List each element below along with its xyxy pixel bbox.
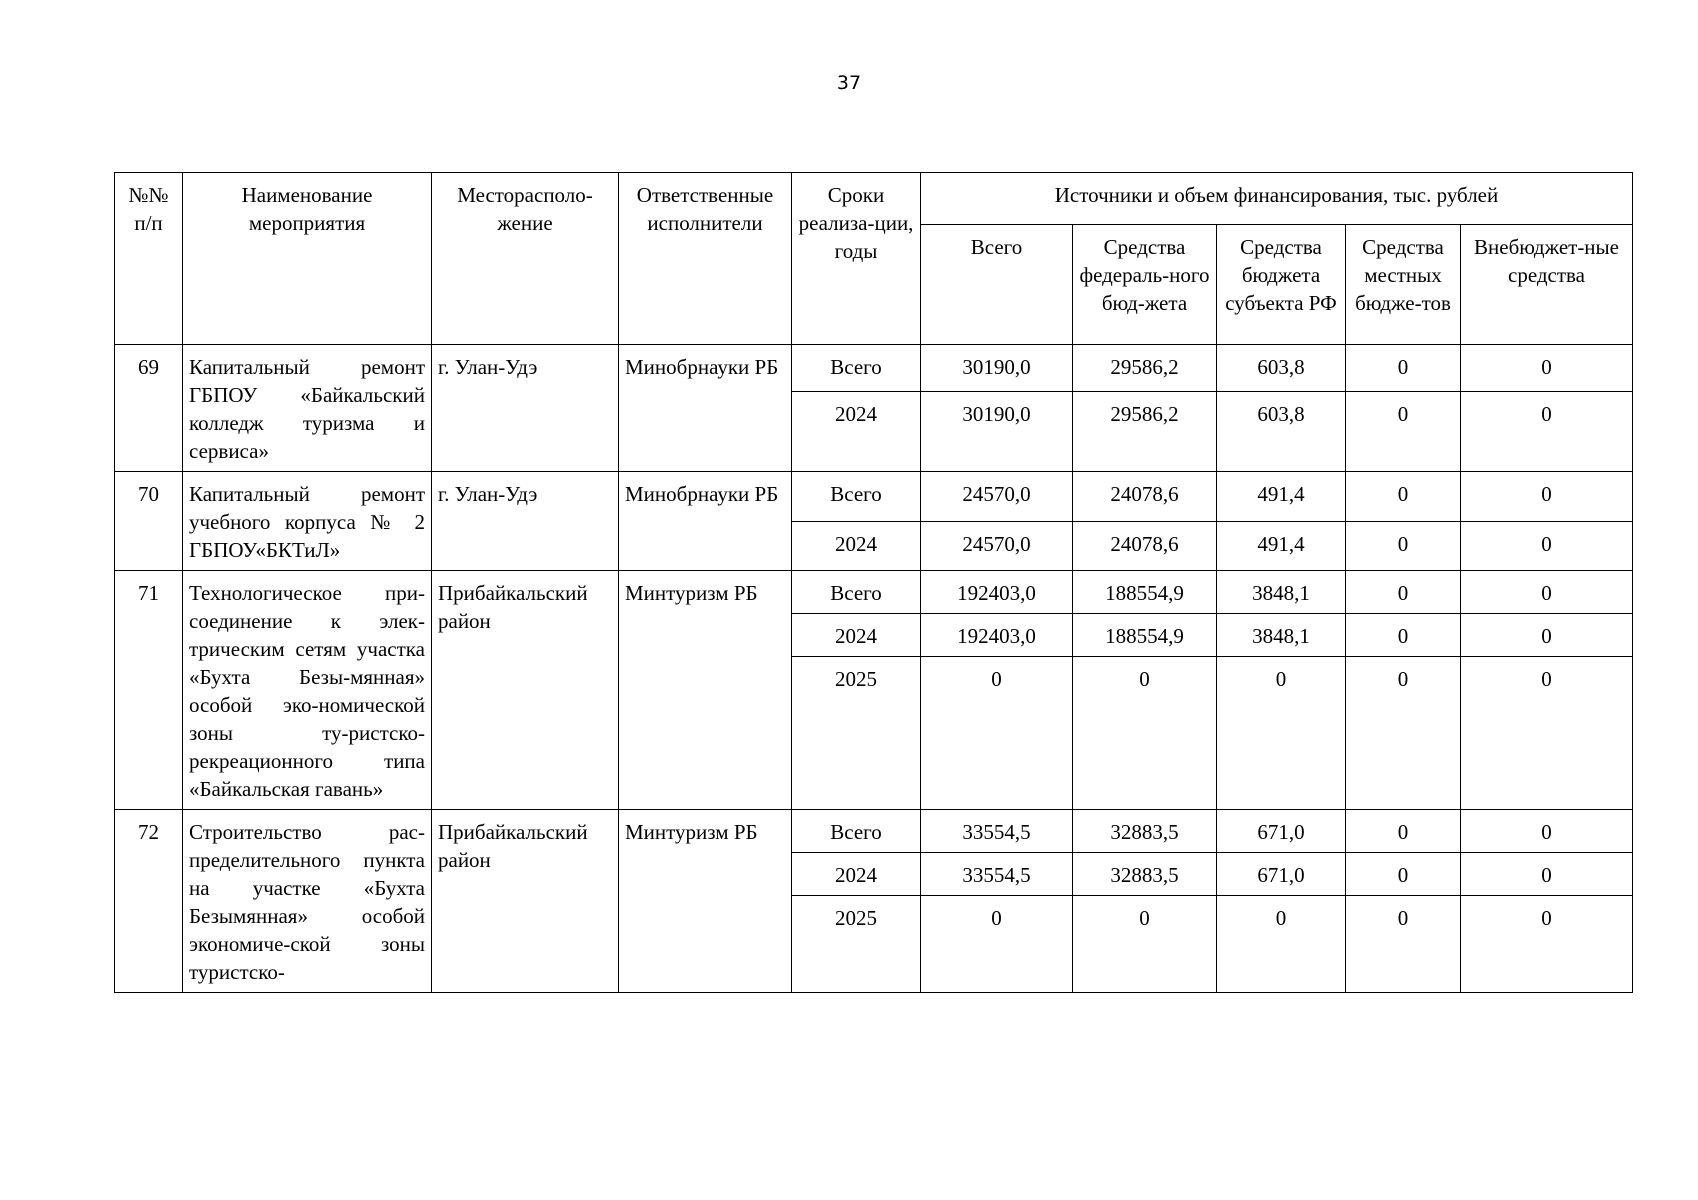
federal-cell: 32883,5 [1073,853,1217,896]
federal-cell: 29586,2 [1073,391,1217,471]
table-row [115,345,1633,392]
item-name: Строительство рас-пределительного пункта на участке «Бухта Безымянная» особой экономиче-ской зоны туристско- [183,810,432,993]
total-cell: 24570,0 [921,521,1073,571]
period-cell: 2024 [792,521,921,571]
extra-cell: 0 [1461,571,1633,614]
federal-cell: 24078,6 [1073,472,1217,522]
period-cell: 2025 [792,896,921,993]
extra-cell: 0 [1461,810,1633,853]
total-cell: 0 [921,657,1073,810]
regional-cell: 491,4 [1217,472,1346,522]
local-cell: 0 [1346,810,1461,853]
federal-cell: 29586,2 [1073,345,1217,392]
page-number: 37 [836,72,862,94]
table-header [115,173,1633,345]
extra-cell: 0 [1461,472,1633,522]
item-executor: Минтуризм РБ [619,571,792,810]
table-body [115,345,1633,993]
federal-cell: 0 [1073,896,1217,993]
extra-cell: 0 [1461,657,1633,810]
period-cell: 2024 [792,853,921,896]
header-location: Месторасполо-жение [432,173,619,345]
period-cell: Всего [792,472,921,522]
regional-cell: 491,4 [1217,521,1346,571]
item-number: 72 [115,810,183,993]
header-local: Средства местных бюдже-тов [1346,225,1461,345]
item-number: 71 [115,571,183,810]
period-cell: 2024 [792,391,921,471]
regional-cell: 0 [1217,896,1346,993]
extra-cell: 0 [1461,391,1633,471]
funding-table [114,172,1633,993]
total-cell: 0 [921,896,1073,993]
federal-cell: 32883,5 [1073,810,1217,853]
header-federal: Средства федераль-ного бюд-жета [1073,225,1217,345]
total-cell: 24570,0 [921,472,1073,522]
regional-cell: 671,0 [1217,810,1346,853]
header-executors: Ответственные исполнители [619,173,792,345]
period-cell: Всего [792,810,921,853]
local-cell: 0 [1346,614,1461,657]
item-name: Технологическое при-соединение к элек-трическим сетям участка «Бухта Безы-мянная» особой эко-номической зоны ту-ристско-рекреационного типа «Байкальская гавань» [183,571,432,810]
local-cell: 0 [1346,896,1461,993]
item-executor: Минобрнауки РБ [619,472,792,571]
item-location: Прибайкальский район [432,810,619,993]
table-row [115,472,1633,522]
local-cell: 0 [1346,391,1461,471]
header-period: Сроки реализа-ции, годы [792,173,921,345]
federal-cell: 24078,6 [1073,521,1217,571]
local-cell: 0 [1346,521,1461,571]
table-row [115,571,1633,614]
federal-cell: 0 [1073,657,1217,810]
local-cell: 0 [1346,571,1461,614]
total-cell: 192403,0 [921,614,1073,657]
item-location: Прибайкальский район [432,571,619,810]
extra-cell: 0 [1461,614,1633,657]
regional-cell: 0 [1217,657,1346,810]
total-cell: 192403,0 [921,571,1073,614]
item-name: Капитальный ремонт ГБПОУ «Байкальский колледж туризма и сервиса» [183,345,432,472]
extra-cell: 0 [1461,853,1633,896]
item-location: г. Улан-Удэ [432,472,619,571]
local-cell: 0 [1346,853,1461,896]
total-cell: 33554,5 [921,810,1073,853]
period-cell: 2024 [792,614,921,657]
extra-cell: 0 [1461,896,1633,993]
item-number: 69 [115,345,183,472]
regional-cell: 3848,1 [1217,571,1346,614]
period-cell: 2025 [792,657,921,810]
local-cell: 0 [1346,345,1461,392]
local-cell: 0 [1346,657,1461,810]
period-cell: Всего [792,571,921,614]
header-total: Всего [921,225,1073,345]
header-extra: Внебюджет-ные средства [1461,225,1633,345]
total-cell: 30190,0 [921,391,1073,471]
local-cell: 0 [1346,472,1461,522]
item-name: Капитальный ремонт учебного корпуса № 2 ГБПОУ«БКТиЛ» [183,472,432,571]
item-executor: Минобрнауки РБ [619,345,792,472]
extra-cell: 0 [1461,521,1633,571]
extra-cell: 0 [1461,345,1633,392]
total-cell: 30190,0 [921,345,1073,392]
header-regional: Средства бюджета субъекта РФ [1217,225,1346,345]
federal-cell: 188554,9 [1073,614,1217,657]
regional-cell: 603,8 [1217,391,1346,471]
table-row [115,810,1633,853]
period-cell: Всего [792,345,921,392]
regional-cell: 671,0 [1217,853,1346,896]
regional-cell: 603,8 [1217,345,1346,392]
header-name: Наименование мероприятия [183,173,432,345]
header-num: №№ п/п [115,173,183,345]
item-number: 70 [115,472,183,571]
header-funding-group: Источники и объем финансирования, тыс. рублей [921,173,1633,225]
item-location: г. Улан-Удэ [432,345,619,472]
regional-cell: 3848,1 [1217,614,1346,657]
total-cell: 33554,5 [921,853,1073,896]
federal-cell: 188554,9 [1073,571,1217,614]
item-executor: Минтуризм РБ [619,810,792,993]
